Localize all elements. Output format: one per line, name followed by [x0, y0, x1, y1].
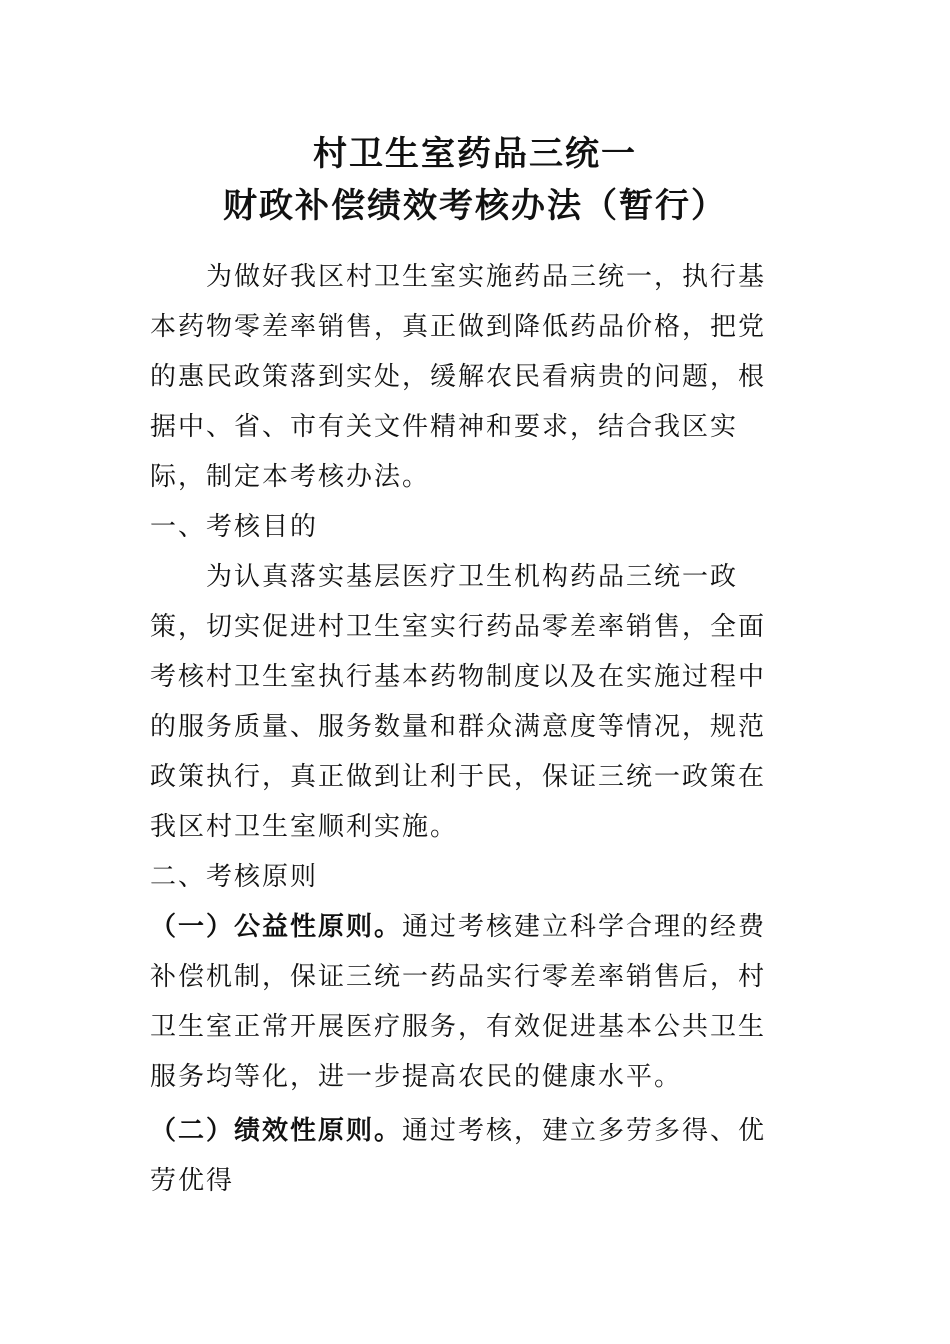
intro-line: 据中、省、市有关文件精神和要求，结合我区实 [150, 412, 739, 442]
principle-1-text: 通过考核建立科学合理的经费 [402, 912, 767, 942]
principle-1-line: 卫生室正常开展医疗服务，有效促进基本公共卫生 [150, 1012, 767, 1042]
principle-2-label: （二）绩效性原则。 [150, 1116, 403, 1146]
principle-2-line: 劳优得 [150, 1166, 235, 1196]
section-1-line: 的服务质量、服务数量和群众满意度等情况，规范 [150, 712, 767, 742]
principle-1-first-line [150, 902, 790, 952]
document-title-line-1: 村卫生室药品三统一 [313, 134, 637, 174]
section-1-line: 考核村卫生室执行基本药物制度以及在实施过程中 [150, 662, 767, 692]
section-1-line: 为认真落实基层医疗卫生机构药品三统一政 [206, 562, 739, 592]
document-title-line-2: 财政补偿绩效考核办法（暂行） [223, 186, 727, 226]
intro-line: 的惠民政策落到实处，缓解农民看病贵的问题，根 [150, 362, 767, 392]
document-body [150, 252, 790, 1206]
section-1-heading: 一、考核目的 [150, 512, 319, 542]
section-1-line: 我区村卫生室顺利实施。 [150, 812, 459, 842]
principle-1-line: 服务均等化，进一步提高农民的健康水平。 [150, 1062, 683, 1092]
section-1-line: 策，切实促进村卫生室实行药品零差率销售，全面 [150, 612, 767, 642]
principle-1-label: （一）公益性原则。 [150, 912, 403, 942]
section-2-heading: 二、考核原则 [150, 862, 319, 892]
principle-2-text: 通过考核，建立多劳多得、优 [402, 1116, 767, 1146]
principle-2-first-line [150, 1106, 790, 1156]
intro-line: 为做好我区村卫生室实施药品三统一，执行基 [206, 262, 767, 292]
intro-line: 际，制定本考核办法。 [150, 462, 431, 492]
section-1-line: 政策执行，真正做到让利于民，保证三统一政策在 [150, 762, 767, 792]
principle-1-line: 补偿机制，保证三统一药品实行零差率销售后，村 [150, 962, 767, 992]
intro-line: 本药物零差率销售，真正做到降低药品价格，把党 [150, 312, 767, 342]
